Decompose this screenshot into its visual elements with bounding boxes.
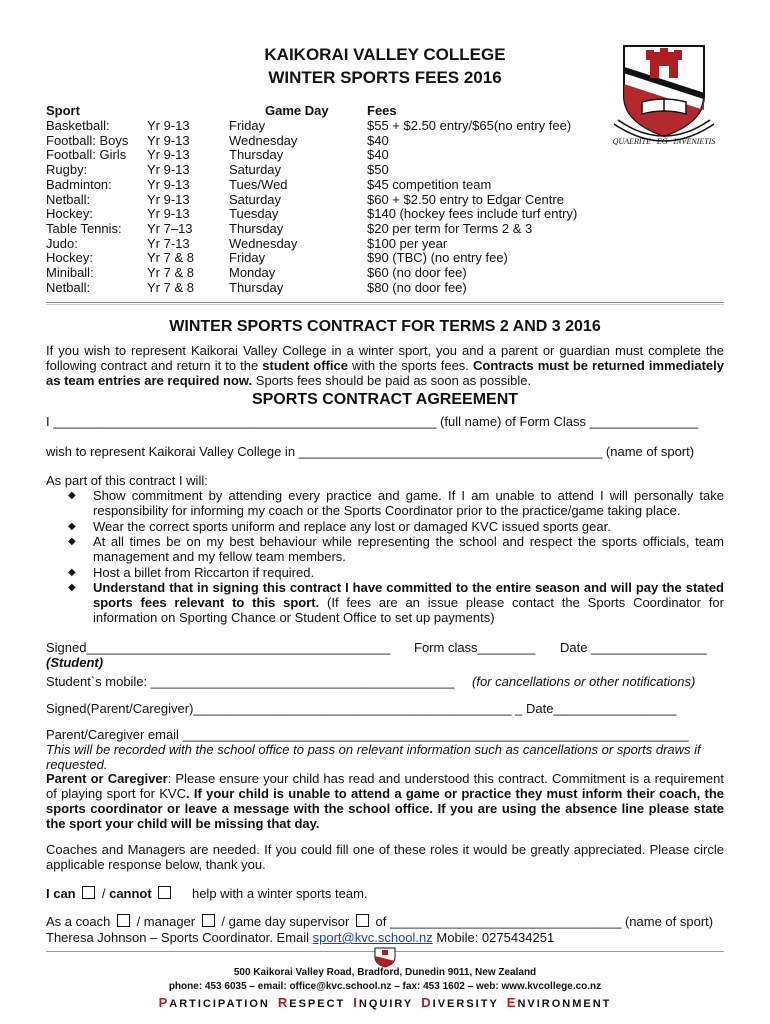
agreement-title: SPORTS CONTRACT AGREEMENT [251, 391, 519, 408]
day-cell: Thursday [229, 147, 284, 163]
parent-signature-field[interactable]: Signed(Parent/Caregiver)____________________________________________ _ Date_________________ [46, 701, 677, 716]
day-cell: Friday [229, 250, 266, 266]
value-word: INQUIRY [353, 995, 414, 1010]
year-cell: Yr 9-13 [147, 176, 190, 192]
student-signature-field[interactable]: Signed__________________________________________ [46, 640, 391, 655]
full-name-field[interactable]: I _____________________________________________________ (full name) of Form Class _______________ [46, 414, 699, 429]
help-options: I can / cannot help with a winter sports team. [46, 886, 368, 901]
footer-address: 500 Kaikorai Valley Road, Bradford, Dunedin 9011, New Zealand [233, 967, 537, 978]
sport-cell: Badminton: [46, 176, 112, 192]
svg-text:QUAERITE · EG · INVENIETIS: QUAERITE · EG · INVENIETIS [612, 137, 716, 146]
fee-cell: $140 (hockey fees include turf entry) [367, 206, 578, 222]
parent-notice: Parent or Caregiver: Please ensure your child has read and understood this contract. Commitment is a requirement of playing sport for KVC. If your child is unable to attend a game or practice they must inform their coach, the sports coordinator or leave a message with the school office. If you are using the absence line please state the sport your child will be missing that day. [46, 771, 725, 831]
year-cell: Yr 7 & 8 [147, 279, 194, 295]
sport-cell: Netball: [46, 191, 91, 207]
parent-email-field[interactable]: Parent/Caregiver email ______________________________________________________________________ [46, 727, 689, 742]
fee-cell: $60 (no door fee) [367, 265, 467, 280]
coaches-text: Coaches and Managers are needed. If you could fill one of these roles it would be greatly appreciated. Please circle applicable response below, thank you. [46, 842, 724, 872]
sport-cell: Judo: [46, 235, 78, 251]
value-word: DIVERSITY [421, 995, 499, 1010]
col-sport-header: Sport [46, 103, 80, 118]
student-label: (Student) [46, 655, 104, 670]
fee-cell: $100 per year [367, 235, 448, 251]
fee-cell: $40 [367, 132, 389, 148]
diamond-icon: ◆ [68, 582, 76, 593]
role-options: As a coach / manager / game day supervisor of ________________________________ (name of sport) [46, 914, 714, 929]
student-mobile-field[interactable]: Student`s mobile: __________________________________________ [46, 674, 455, 689]
year-cell: Yr 9-13 [147, 162, 190, 178]
year-cell: Yr 9-13 [147, 132, 190, 148]
divider [46, 302, 724, 305]
sport-cell: Netball: [46, 279, 91, 295]
coordinator-contact: Theresa Johnson – Sports Coordinator. Email sport@kvc.school.nz Mobile: 0275434251 [46, 930, 555, 945]
contract-title: WINTER SPORTS CONTRACT FOR TERMS 2 AND 3 2016 [169, 318, 601, 335]
sport-cell: Miniball: [46, 265, 94, 280]
day-cell: Tuesday [229, 206, 279, 222]
day-cell: Wednesday [229, 235, 298, 251]
diamond-icon: ◆ [68, 521, 76, 532]
value-word: PARTICIPATION [158, 995, 270, 1010]
sport-name-field[interactable]: wish to represent Kaikorai Valley College in __________________________________________ (name of sport) [46, 444, 695, 459]
mobile-note: (for cancellations or other notifications) [472, 674, 696, 689]
year-cell: Yr 7 & 8 [147, 265, 194, 280]
fee-cell: $40 [367, 147, 389, 163]
fee-cell: $60 + $2.50 entry to Edgar Centre [367, 191, 564, 207]
values-motto [0, 995, 770, 1010]
fee-cell: $45 competition team [367, 176, 492, 192]
college-title: KAIKORAI VALLEY COLLEGE [264, 45, 506, 64]
year-cell: Yr 7–13 [147, 220, 193, 236]
sport-cell: Hockey: [46, 250, 93, 266]
year-cell: Yr 9-13 [147, 206, 190, 222]
fees-title: WINTER SPORTS FEES 2016 [268, 68, 502, 87]
fee-cell: $90 (TBC) (no entry fee) [367, 250, 508, 266]
year-cell: Yr 9-13 [147, 147, 190, 163]
cannot-checkbox[interactable] [158, 886, 171, 899]
day-cell: Thursday [229, 220, 284, 236]
footer-contact: phone: 453 6035 – email: office@kvc.school.nz – fax: 453 1602 – web: www.kvcollege.co.nz [168, 981, 602, 992]
year-cell: Yr 7-13 [147, 235, 190, 251]
sport-cell: Rugby: [46, 162, 88, 178]
sport-cell: Football: Girls [46, 147, 127, 163]
col-day-header: Game Day [265, 103, 329, 118]
coach-checkbox[interactable] [117, 914, 130, 927]
day-cell: Saturday [229, 191, 282, 207]
value-word: RESPECT [277, 995, 346, 1010]
sport-cell: Basketball: [46, 118, 110, 133]
supervisor-checkbox[interactable] [356, 914, 369, 927]
sport-cell: Hockey: [46, 206, 93, 222]
year-cell: Yr 9-13 [147, 191, 190, 207]
diamond-icon: ◆ [68, 567, 76, 578]
col-fees-header: Fees [367, 103, 397, 118]
diamond-icon: ◆ [68, 536, 76, 547]
diamond-icon: ◆ [68, 490, 76, 501]
day-cell: Wednesday [229, 132, 298, 148]
can-checkbox[interactable] [82, 886, 95, 899]
fee-cell: $20 per term for Terms 2 & 3 [367, 220, 533, 236]
cannot-option: cannot [109, 886, 152, 901]
fee-cell: $50 [367, 162, 389, 178]
day-cell: Thursday [229, 279, 284, 295]
fee-cell: $80 (no door fee) [367, 279, 467, 295]
day-cell: Friday [229, 118, 266, 133]
can-option: I can [46, 886, 76, 901]
email-note: This will be recorded with the school office to pass on relevant information such as cancellations or sports draws if requested. [46, 742, 701, 772]
coordinator-email-link[interactable]: sport@kvc.school.nz [312, 930, 433, 945]
year-cell: Yr 7 & 8 [147, 250, 194, 266]
manager-checkbox[interactable] [202, 914, 215, 927]
form-class-field[interactable]: Form class________ [414, 640, 536, 655]
date-field[interactable]: Date ________________ [560, 640, 707, 655]
day-cell: Saturday [229, 162, 282, 178]
college-crest [612, 40, 716, 152]
year-cell: Yr 9-13 [147, 118, 190, 133]
sport-cell: Football: Boys [46, 132, 129, 148]
value-word: ENVIRONMENT [506, 995, 612, 1010]
sport-cell: Table Tennis: [46, 220, 122, 236]
day-cell: Tues/Wed [229, 176, 288, 192]
day-cell: Monday [229, 265, 276, 280]
will-intro: As part of this contract I will: [46, 473, 208, 488]
fee-cell: $55 + $2.50 entry/$65(no entry fee) [367, 118, 572, 133]
footer-crest-icon [372, 946, 398, 968]
contract-intro: If you wish to represent Kaikorai Valley College in a winter sport, you and a parent or guardian must complete the following contract and return it to the student office with the sports fees. Contracts must be returned immediately as team entries are required now. Sports fees should be paid as soon as possible. [46, 343, 724, 388]
